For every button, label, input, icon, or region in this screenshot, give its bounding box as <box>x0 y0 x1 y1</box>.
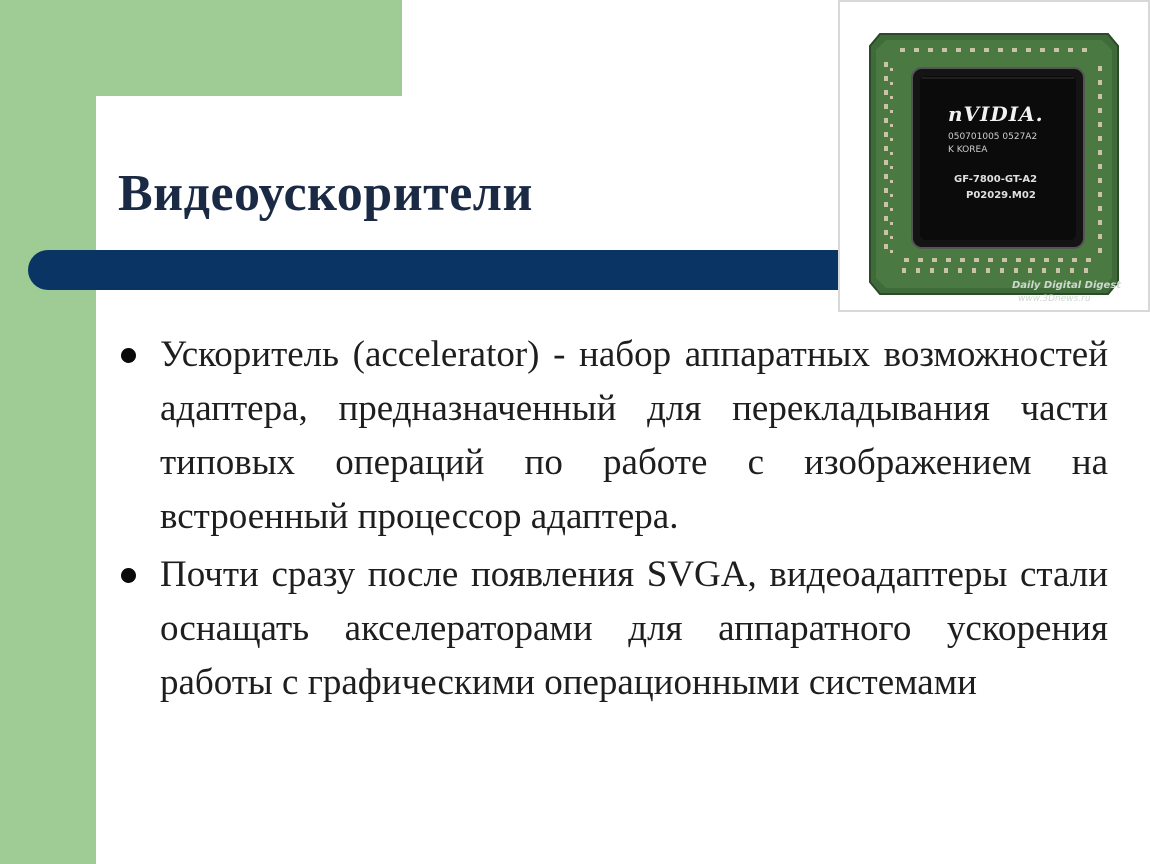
smd-component <box>942 48 947 52</box>
bullet-text: Почти сразу после появления SVGA, видеоадаптеры стали оснащать акселераторами для аппаратного ускорения работы с графическими операционными системами <box>160 554 1108 703</box>
smd-component <box>890 222 893 225</box>
smd-component <box>1098 220 1102 225</box>
smd-component <box>914 48 919 52</box>
smd-component <box>884 160 888 165</box>
smd-component <box>884 76 888 81</box>
smd-component <box>890 208 893 211</box>
smd-component <box>890 180 893 183</box>
smd-component <box>1098 178 1102 183</box>
smd-component <box>1000 268 1004 273</box>
smd-component <box>1098 150 1102 155</box>
smd-component <box>1054 48 1059 52</box>
smd-component <box>1098 94 1102 99</box>
smd-component <box>1068 48 1073 52</box>
smd-component <box>970 48 975 52</box>
smd-component <box>884 132 888 137</box>
smd-component <box>902 268 906 273</box>
smd-component <box>884 104 888 109</box>
smd-component <box>986 268 990 273</box>
smd-component <box>884 62 888 67</box>
gpu-chip-photo <box>838 0 1150 312</box>
smd-component <box>1030 258 1035 262</box>
smd-component <box>1028 268 1032 273</box>
bullet-text: Ускоритель (accelerator) - набор аппаратных возможностей адаптера, предназначенный для перекладывания части типовых операций по работе с изображением на встроенный процессор адаптера. <box>160 334 1108 537</box>
smd-component <box>1084 268 1088 273</box>
smd-component <box>1070 268 1074 273</box>
smd-component <box>884 216 888 221</box>
smd-component <box>946 258 951 262</box>
slide-title: Видеоускорители <box>118 165 533 222</box>
smd-component <box>944 268 948 273</box>
smd-component <box>1014 268 1018 273</box>
smd-component <box>958 268 962 273</box>
smd-component <box>884 90 888 95</box>
title-underline-bar <box>28 250 908 290</box>
gpu-chip-graphic <box>840 2 1148 310</box>
smd-component <box>1044 258 1049 262</box>
smd-component <box>890 96 893 99</box>
smd-component <box>890 110 893 113</box>
smd-component <box>988 258 993 262</box>
smd-component <box>884 174 888 179</box>
smd-component <box>1016 258 1021 262</box>
decor-green-left <box>0 0 96 864</box>
smd-component <box>1098 122 1102 127</box>
bullet-list <box>118 328 1108 714</box>
bullet-dot <box>121 568 136 583</box>
smd-component <box>890 68 893 71</box>
smd-component <box>890 152 893 155</box>
smd-component <box>1056 268 1060 273</box>
smd-component <box>1086 258 1091 262</box>
smd-component <box>1040 48 1045 52</box>
chip-brand-text: nVIDIA. <box>948 102 1044 126</box>
smd-component <box>1098 164 1102 169</box>
smd-component <box>956 48 961 52</box>
bullet-dot <box>121 348 136 363</box>
smd-component <box>984 48 989 52</box>
smd-component <box>1098 108 1102 113</box>
smd-component <box>1072 258 1077 262</box>
smd-component <box>884 230 888 235</box>
smd-component <box>890 194 893 197</box>
smd-component <box>890 82 893 85</box>
smd-component <box>1042 268 1046 273</box>
smd-component <box>890 124 893 127</box>
smd-component <box>884 244 888 249</box>
smd-component <box>884 202 888 207</box>
smd-component <box>1002 258 1007 262</box>
smd-component <box>918 258 923 262</box>
smd-component <box>998 48 1003 52</box>
smd-component <box>974 258 979 262</box>
chip-model-text: GF-7800-GT-A2 <box>954 174 1038 185</box>
smd-component <box>928 48 933 52</box>
smd-component <box>930 268 934 273</box>
smd-component <box>960 258 965 262</box>
smd-component <box>884 188 888 193</box>
smd-component <box>890 166 893 169</box>
smd-component <box>1098 206 1102 211</box>
smd-component <box>1098 66 1102 71</box>
smd-component <box>1012 48 1017 52</box>
smd-component <box>890 236 893 239</box>
smd-component <box>900 48 905 52</box>
smd-component <box>916 268 920 273</box>
watermark-url: www.3Dnews.ru <box>1018 294 1091 304</box>
chip-origin-text: K KOREA <box>948 145 988 155</box>
smd-component <box>932 258 937 262</box>
chip-serial-text: 050701005 0527A2 <box>948 132 1038 142</box>
smd-component <box>884 146 888 151</box>
smd-component <box>884 118 888 123</box>
smd-component <box>1058 258 1063 262</box>
smd-component <box>1098 248 1102 253</box>
smd-component <box>904 258 909 262</box>
smd-component <box>1098 192 1102 197</box>
smd-component <box>890 138 893 141</box>
smd-component <box>1098 136 1102 141</box>
smd-component <box>972 268 976 273</box>
smd-component <box>1082 48 1087 52</box>
smd-component <box>1098 234 1102 239</box>
bullet-item <box>118 548 1108 710</box>
chip-code-text: P02029.M02 <box>966 190 1036 201</box>
smd-component <box>890 250 893 253</box>
smd-component <box>1098 80 1102 85</box>
watermark-title: Daily Digital Digest <box>1012 280 1122 291</box>
bullet-item <box>118 328 1108 544</box>
smd-component <box>1026 48 1031 52</box>
